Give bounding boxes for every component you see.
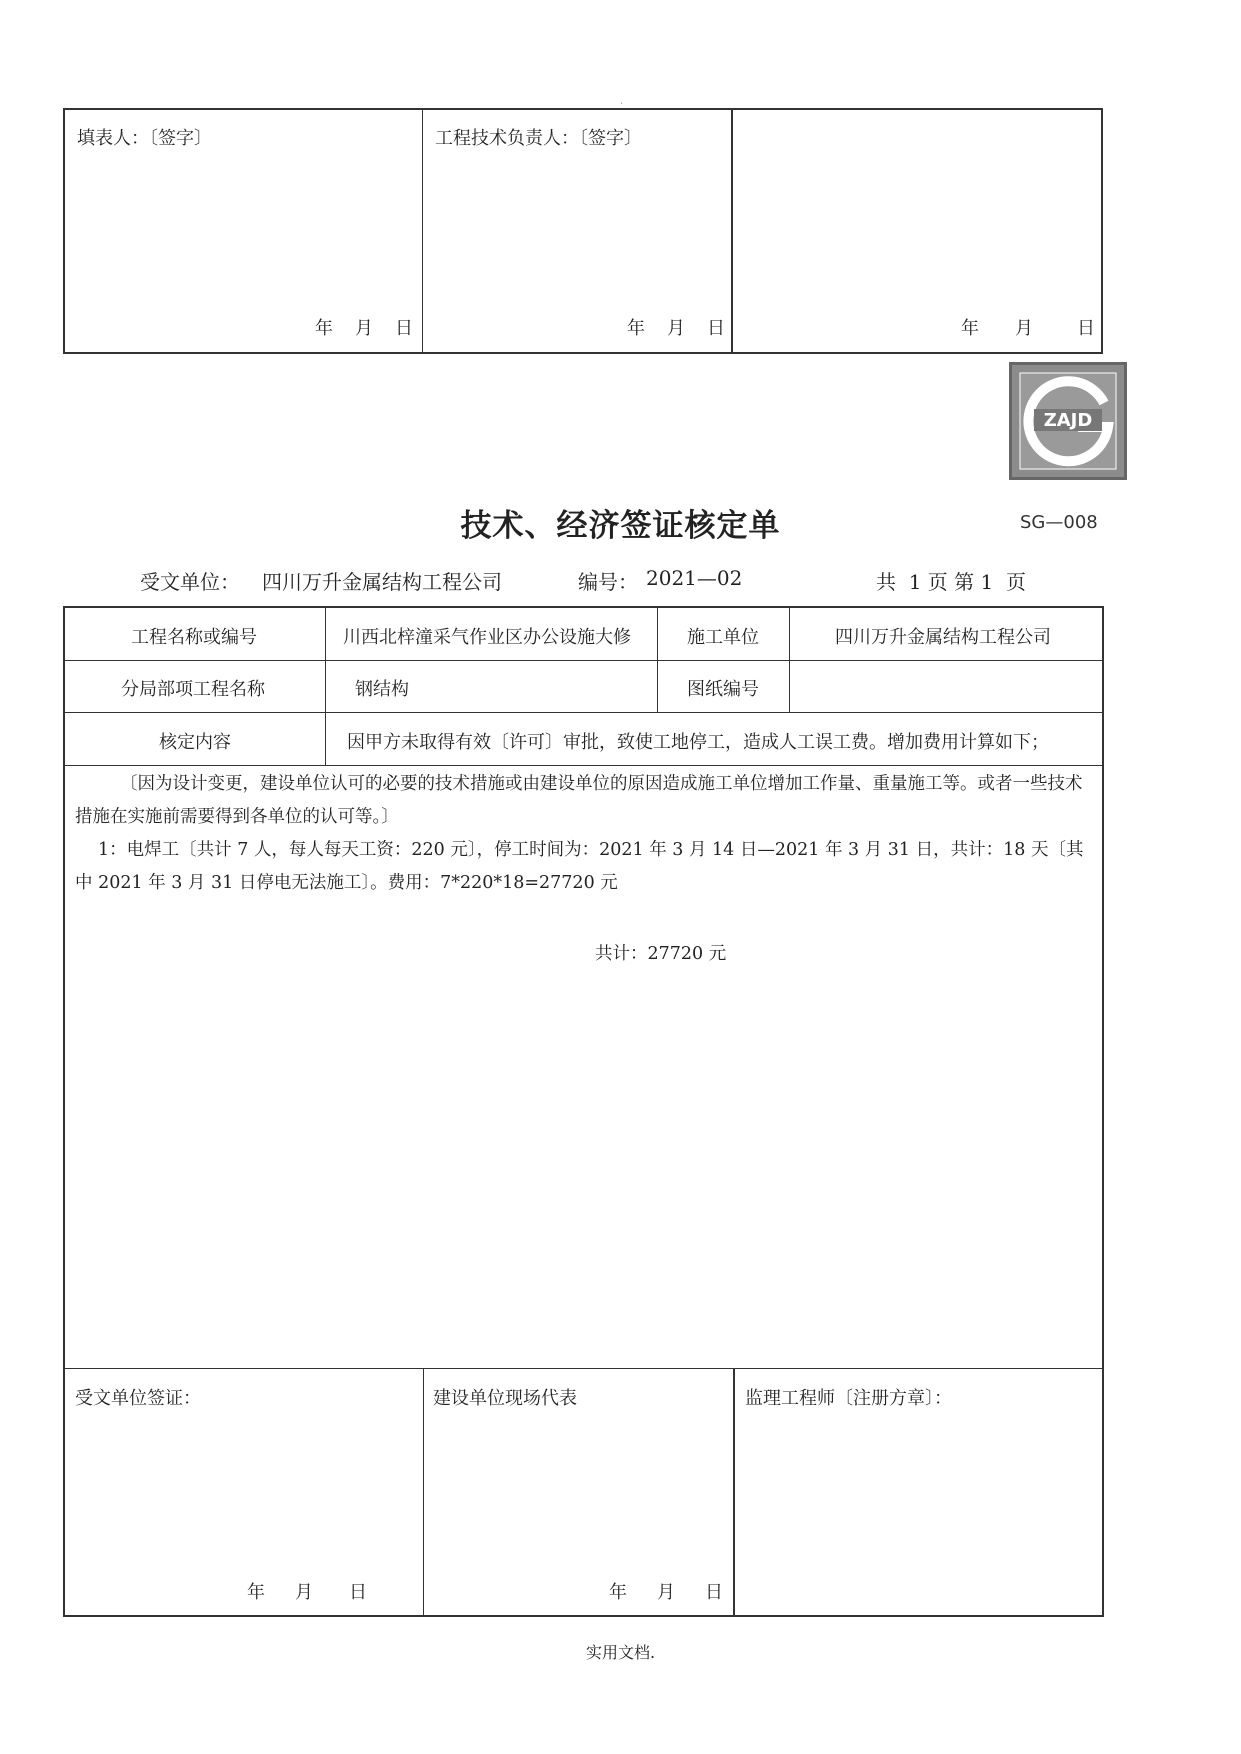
- date-day: 日: [705, 1582, 723, 1603]
- date-year: 年: [627, 318, 645, 339]
- top-signature-block: [63, 108, 1103, 354]
- date-year: 年: [315, 318, 333, 339]
- contractor-value: 四川万升金属结构工程公司: [835, 627, 1051, 648]
- content-paragraph: 〔因为设计变更，建设单位认可的必要的技术措施或由建设单位的原因造成施工单位增加工作量、重量施工等。或者一些技术措施在实施前需要得到各单位的认可等。〕: [75, 774, 1083, 827]
- recipient-label: 受文单位：: [140, 570, 240, 594]
- recipient-sign-date: [247, 1578, 367, 1604]
- date-year: 年: [247, 1582, 265, 1603]
- date-year: 年: [961, 318, 979, 339]
- row-divider: [65, 765, 1102, 766]
- date-month: 月: [295, 1582, 313, 1603]
- column-divider: [789, 608, 790, 712]
- page-marker: .: [620, 96, 624, 107]
- filler-signature-label: 填表人：〔签字〕: [77, 128, 212, 149]
- project-name-value: 川西北梓潼采气作业区办公设施大修: [343, 627, 631, 648]
- date-day: 日: [1077, 318, 1095, 339]
- verification-table: [63, 606, 1104, 1617]
- filler-date: [315, 314, 413, 340]
- row-divider: [65, 1368, 1102, 1369]
- total-amount: 共计：27720 元: [595, 944, 727, 964]
- date-year: 年: [609, 1582, 627, 1603]
- tech-lead-date: [627, 314, 725, 340]
- owner-rep-label: 建设单位现场代表: [433, 1388, 577, 1409]
- tech-lead-signature-cell: [423, 110, 733, 352]
- content-label: 核定内容: [159, 732, 231, 753]
- calculation-paragraph: 1：电焊工〔共计 7 人，每人每天工资：220 元〕，停工时间为：2021 年 3 月 14 日—2021 年 3 月 31 日，共计：18 天〔其中 2021 年 3 月 31 日停电无法施工〕。费用：7*220*18=27720 元: [75, 840, 1084, 893]
- date-day: 日: [349, 1582, 367, 1603]
- column-divider: [733, 1368, 735, 1617]
- contractor-label: 施工单位: [687, 627, 759, 648]
- filler-signature-cell: [65, 110, 423, 352]
- date-month: 月: [1015, 318, 1033, 339]
- page-count: 共 1 页 第 1 页: [876, 570, 1026, 594]
- column-divider: [325, 608, 326, 765]
- logo-text: ZAJD: [1043, 410, 1093, 431]
- owner-rep-date: [609, 1578, 723, 1604]
- drawing-number-label: 图纸编号: [687, 679, 759, 700]
- date-month: 月: [667, 318, 685, 339]
- row-divider: [65, 712, 1102, 713]
- form-code: SG—008: [1020, 512, 1098, 533]
- logo-emblem-icon: [1012, 365, 1124, 477]
- date-month: 月: [657, 1582, 675, 1603]
- recipient-sign-label: 受文单位签证：: [75, 1388, 201, 1409]
- subproject-label: 分局部项工程名称: [121, 679, 265, 700]
- column-divider: [423, 1368, 424, 1617]
- row-divider: [65, 660, 1102, 661]
- recipient-value: 四川万升金属结构工程公司: [262, 570, 502, 594]
- third-signature-cell: [733, 110, 1103, 352]
- third-date: [961, 314, 1095, 340]
- date-month: 月: [355, 318, 373, 339]
- project-name-label: 工程名称或编号: [131, 627, 257, 648]
- page-footer: 实用文档.: [585, 1643, 656, 1662]
- date-day: 日: [395, 318, 413, 339]
- subproject-value: 钢结构: [355, 679, 409, 700]
- date-day: 日: [707, 318, 725, 339]
- content-value: 因甲方未取得有效〔许可〕审批，致使工地停工，造成人工误工费。增加费用计算如下；: [347, 732, 1049, 753]
- number-label: 编号：: [578, 570, 638, 594]
- number-value: 2021—02: [646, 566, 743, 590]
- company-logo: [1009, 362, 1127, 480]
- column-divider: [657, 608, 658, 712]
- document-title: 技术、经济签证核定单: [460, 508, 781, 544]
- supervisor-label: 监理工程师〔注册方章〕：: [745, 1388, 952, 1409]
- tech-lead-signature-label: 工程技术负责人：〔签字〕: [435, 128, 642, 149]
